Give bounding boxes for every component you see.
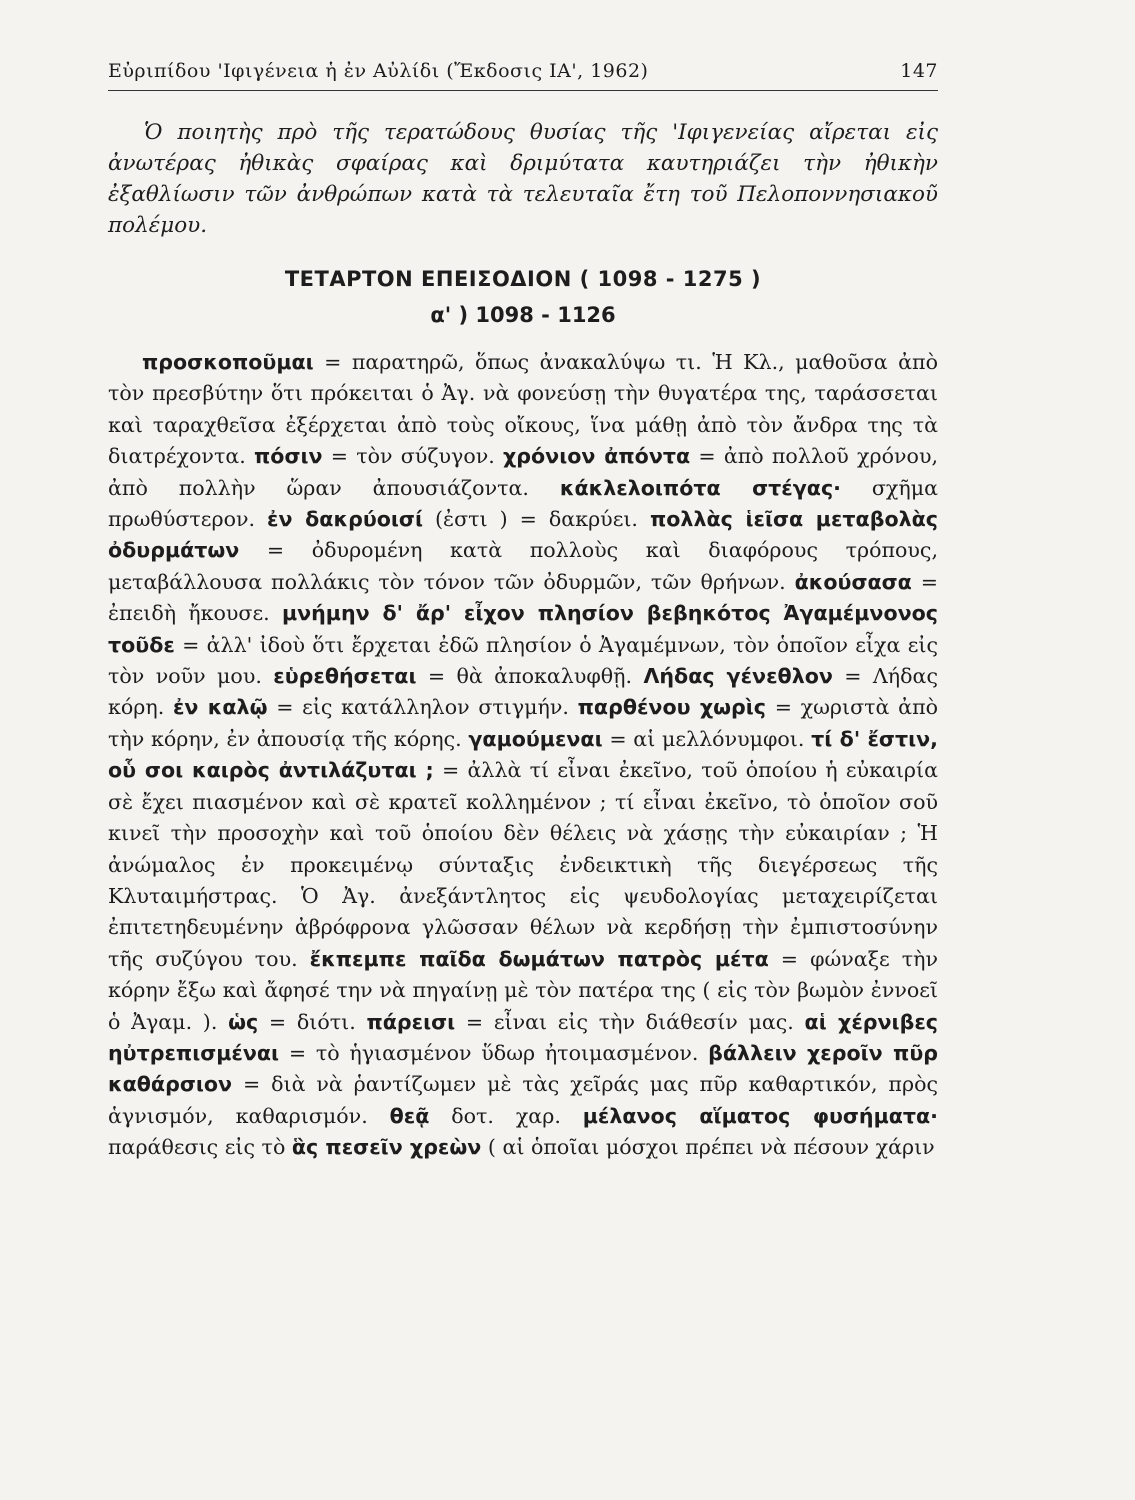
- gloss: = φώναξε τὴν κόρην ἔξω καὶ ἄφησέ την νὰ πηγαίνῃ μὲ τὸν πατέρα της ( εἰς τὸν βωμὸν ἐννοεῖ ὁ Ἀγαμ. ).: [108, 946, 939, 1034]
- running-header: [108, 60, 938, 91]
- lemma: ὡς: [228, 1009, 259, 1034]
- gloss: = Λήδας κόρη.: [108, 664, 938, 720]
- lemma: κάκλελοιπότα στέγας·: [559, 475, 841, 500]
- gloss: = διότι.: [258, 1009, 367, 1034]
- lemma: πόσιν: [254, 444, 323, 469]
- gloss: ( αἱ ὁποῖαι μόσχοι πρέπει νὰ πέσουν χάριν: [481, 1135, 935, 1160]
- subsection-title: α' ) 1098 - 1126: [430, 303, 616, 327]
- gloss: = ὀδυρομένη κατὰ πολλοὺς καὶ διαφόρους τρόπους, μεταβάλλουσα πολλάκις τὸν τόνον τῶν ὀδυρμῶν, τῶν θρήνων.: [108, 538, 938, 594]
- gloss: = θὰ ἀποκαλυφθῇ.: [416, 664, 644, 689]
- gloss: παράθεσις εἰς τὸ: [108, 1135, 292, 1160]
- gloss: δοτ. χαρ.: [429, 1103, 583, 1128]
- lemma: ἀκούσασα: [794, 569, 912, 594]
- gloss: = ἐπειδὴ ἤκουσε.: [108, 569, 938, 626]
- lemma: Λήδας γένεθλον: [643, 664, 833, 689]
- lemma: τί δ' ἔστιν, οὗ σοι καιρὸς ἀντιλάζυται ;: [108, 726, 938, 783]
- lemma: μνήμην δ' ἄρ' εἶχον πλησίον βεβηκότος Ἀγαμέμνονος τοῦδε: [108, 601, 938, 657]
- lemma: παρθένου χωρὶς: [577, 695, 766, 720]
- gloss: (ἐστι ) = δακρύει.: [422, 507, 650, 532]
- gloss: = αἱ μελλόνυμφοι.: [602, 726, 812, 751]
- lemma: μέλανος αἵματος φυσήματα·: [582, 1103, 938, 1128]
- gloss: = εἰς κατάλληλον στιγμήν.: [267, 695, 578, 720]
- lemma: πάρεισι: [366, 1009, 456, 1034]
- gloss: = τὸ ἡγιασμένον ὕδωρ ἠτοιμασμένον.: [279, 1040, 709, 1065]
- lemma: αἱ χέρνιβες ηὐτρεπισμέναι: [108, 1009, 938, 1065]
- lemma: ἐν καλῷ: [172, 695, 268, 720]
- gloss: = διὰ νὰ ῥαντίζωμεν μὲ τὰς χεῖράς μας πῦρ καθαρτικόν, πρὸς ἁγνισμόν, καθαρισμόν.: [108, 1072, 938, 1128]
- intro-paragraph: Ὁ ποιητὴς πρὸ τῆς τερατώδους θυσίας τῆς 'Ιφιγενείας αἴρεται εἰς ἀνωτέρας ἠθικὰς σφαίρας καὶ δριμύτατα καυτηριάζει τὴν ἠθικὴν ἐξαθλίωσιν τῶν ἀνθρώπων κατὰ τὰ τελευταῖα ἔτη τοῦ Πελοποννησιακοῦ πολέμου.: [108, 120, 938, 238]
- section-title: ΤΕΤΑΡΤΟΝ ΕΠΕΙΣΟΔΙΟΝ ( 1098 - 1275 ): [284, 267, 762, 291]
- lemma: ἐν δακρύοισί: [267, 507, 423, 532]
- lemma: εὑρεθήσεται: [273, 664, 417, 689]
- lemma: βάλλειν χεροῖν πῦρ καθάρσιον: [108, 1040, 938, 1097]
- gloss: σχῆμα πρωθύστερον.: [108, 475, 939, 532]
- page: [108, 60, 938, 1184]
- running-title: Εὐριπίδου 'Ιφιγένεια ἡ ἐν Αὐλίδι (Ἔκδοσις ΙΑ', 1962): [108, 60, 649, 82]
- gloss: = ἀλλὰ τί εἶναι ἐκεῖνο, τοῦ ὁποίου ἡ εὐκαιρία σὲ ἔχει πιασμένον καὶ σὲ κρατεῖ κολλημένον ; τί εἶναι ἐκεῖνο, τὸ ὁποῖον σοῦ κινεῖ τὴν προσοχὴν καὶ τοῦ ὁποίου δὲν θέλεις νὰ χάσῃς τὴν εὐκαιρίαν ; Ἡ ἀνώμαλος ἐν προκειμένῳ σύνταξις ἐνδεικτικὴ τῆς διεγέρσεως τῆς Κλυταιμήστρας. Ὁ Ἀγ. ἀνεξάντλητος εἰς ψευδολογίας μεταχειρίζεται ἐπιτετηδευμένην ἀβρόφρονα γλῶσσαν θέλων νὰ κερδήσῃ τὴν ἐμπιστοσύνην τῆς συζύγου του.: [108, 758, 939, 971]
- lemma: χρόνιον ἀπόντα: [503, 444, 691, 469]
- lemma: θεᾷ: [389, 1103, 430, 1128]
- page-number: 147: [900, 60, 938, 82]
- lemma: ἔκπεμπε παῖδα δωμάτων πατρὸς μέτα: [309, 946, 769, 971]
- lemma: ἃς πεσεῖν χρεὼν: [291, 1135, 482, 1160]
- lemma: πολλὰς ἱεῖσα μεταβολὰς ὀδυρμάτων: [108, 507, 938, 563]
- gloss: = τὸν σύζυγον.: [322, 444, 503, 469]
- gloss: = ἀπὸ πολλοῦ χρόνου, ἀπὸ πολλὴν ὥραν ἀπουσιάζοντα.: [108, 444, 939, 500]
- gloss: = χωριστὰ ἀπὸ τὴν κόρην, ἐν ἀπουσίᾳ τῆς κόρης.: [108, 695, 939, 751]
- gloss: = παρατηρῶ, ὅπως ἀνακαλύψω τι. Ἡ Κλ., μαθοῦσα ἀπὸ τὸν πρεσβύτην ὅτι πρόκειται ὁ Ἀγ. νὰ φονεύσῃ τὴν θυγατέρα της, ταράσσεται καὶ ταραχθεῖσα ἐξέρχεται ἀπὸ τοὺς οἴκους, ἵνα μάθῃ ἀπὸ τὸν ἄνδρα της τὰ διατρέχοντα.: [108, 350, 938, 469]
- gloss: = ἀλλ' ἰδοὺ ὅτι ἔρχεται ἐδῶ πλησίον ὁ Ἀγαμέμνων, τὸν ὁποῖον εἶχα εἰς τὸν νοῦν μου.: [108, 632, 938, 689]
- lemma: προσκοποῦμαι: [142, 350, 314, 374]
- lemma: γαμούμεναι: [468, 726, 603, 751]
- commentary-paragraph: [108, 347, 938, 1164]
- gloss: = εἶναι εἰς τὴν διάθεσίν μας.: [455, 1009, 805, 1034]
